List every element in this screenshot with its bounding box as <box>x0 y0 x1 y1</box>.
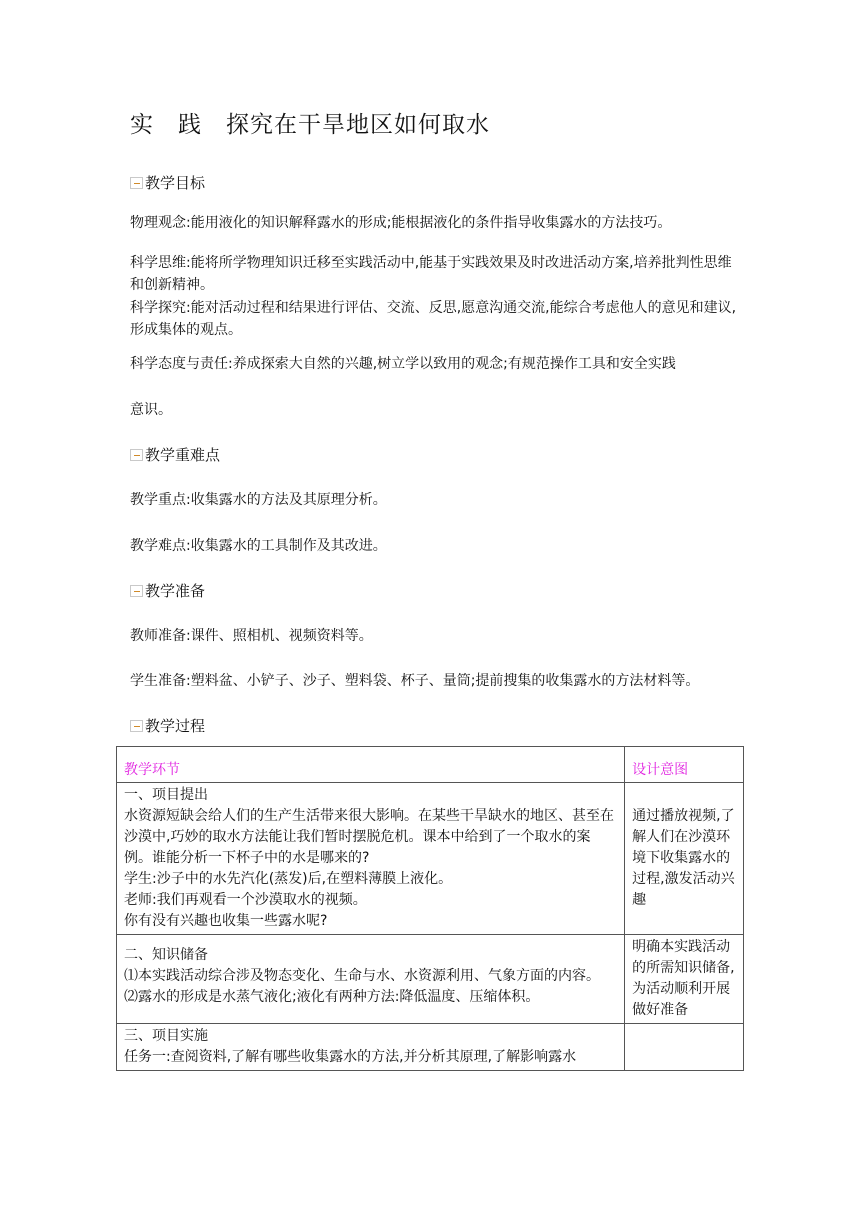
section-process <box>130 715 205 736</box>
table-row <box>117 1024 744 1071</box>
section-key-points <box>130 444 220 465</box>
stage-text: 学生:沙子中的水先汽化(蒸发)后,在塑料薄膜上液化。 <box>124 871 453 887</box>
goal-attitude: 科学态度与责任:养成探索大自然的兴趣,树立学以致用的观念;有规范操作工具和安全实践 <box>130 356 676 372</box>
stage-text: ⑴本实践活动综合涉及物态变化、生命与水、水资源利用、气象方面的内容。 <box>124 968 600 984</box>
section-goals-label: 教学目标 <box>145 174 206 192</box>
header-stage <box>117 747 625 783</box>
process-table <box>116 746 744 1071</box>
key-focus: 教学重点:收集露水的方法及其原理分析。 <box>130 492 387 508</box>
stage-heading: 二、知识储备 <box>124 947 208 963</box>
intent-cell <box>625 935 744 1024</box>
intent-cell <box>625 1024 744 1071</box>
key-difficulty: 教学难点:收集露水的工具制作及其改进。 <box>130 538 387 554</box>
stage-text: 你有没有兴趣也收集一些露水呢? <box>124 913 328 929</box>
page-title: 实 践 探究在干旱地区如何取水 <box>130 112 490 138</box>
table-header-row <box>117 747 744 783</box>
stage-text: 老师:我们再观看一个沙漠取水的视频。 <box>124 892 367 908</box>
section-marker-icon <box>130 177 143 189</box>
stage-text: ⑵露水的形成是水蒸气液化;液化有两种方法:降低温度、压缩体积。 <box>124 989 540 1005</box>
stage-cell <box>117 1024 625 1071</box>
goal-attitude-cont: 意识。 <box>130 402 172 418</box>
stage-cell <box>117 935 625 1024</box>
prep-teacher: 教师准备:课件、照相机、视频资料等。 <box>130 628 373 644</box>
goal-thinking: 科学思维:能将所学物理知识迁移至实践活动中,能基于实践效果及时改进活动方案,培养批判性思维和创新精神。 <box>130 255 732 293</box>
table-row <box>117 783 744 935</box>
section-goals <box>130 172 205 193</box>
stage-heading: 三、项目实施 <box>124 1028 208 1044</box>
section-process-label: 教学过程 <box>145 717 206 735</box>
stage-cell <box>117 783 625 935</box>
intent-cell <box>625 783 744 935</box>
intent-text: 通过播放视频,了解人们在沙漠环境下收集露水的过程,激发活动兴趣 <box>632 808 735 908</box>
stage-heading: 一、项目提出 <box>124 787 208 803</box>
stage-text: 任务一:查阅资料,了解有哪些收集露水的方法,并分析其原理,了解影响露水 <box>124 1049 577 1065</box>
header-stage-label: 教学环节 <box>124 762 180 778</box>
intent-text: 明确本实践活动的所需知识储备,为活动顺利开展做好准备 <box>632 939 735 1018</box>
section-key-points-label: 教学重难点 <box>145 446 221 464</box>
section-marker-icon <box>130 585 143 597</box>
section-marker-icon <box>130 720 143 732</box>
section-marker-icon <box>130 449 143 461</box>
goal-inquiry: 科学探究:能对活动过程和结果进行评估、交流、反思,愿意沟通交流,能综合考虑他人的意见和建议,形成集体的观点。 <box>130 300 737 338</box>
section-preparation <box>130 580 205 601</box>
header-intent-label: 设计意图 <box>632 762 689 778</box>
prep-student: 学生准备:塑料盆、小铲子、沙子、塑料袋、杯子、量筒;提前搜集的收集露水的方法材料等。 <box>130 673 700 689</box>
section-preparation-label: 教学准备 <box>145 582 206 600</box>
header-intent <box>625 747 744 783</box>
goal-physics: 物理观念:能用液化的知识解释露水的形成;能根据液化的条件指导收集露水的方法技巧。 <box>130 215 672 231</box>
table-row <box>117 935 744 1024</box>
stage-text: 水资源短缺会给人们的生产生活带来很大影响。在某些干旱缺水的地区、甚至在沙漠中,巧妙的取水方法能让我们暂时摆脱危机。课本中给到了一个取水的案例。谁能分析一下杯子中的水是哪来的? <box>124 808 614 866</box>
